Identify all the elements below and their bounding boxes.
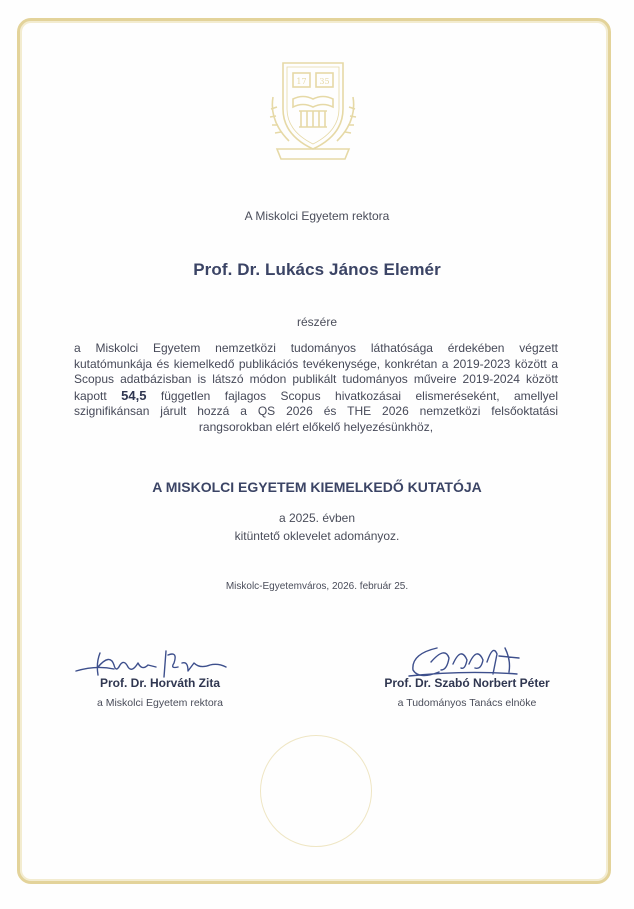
- signatory-left-role: a Miskolci Egyetem rektora: [96, 697, 224, 709]
- citation-text: [74, 341, 558, 436]
- citation-count: 54,5: [121, 387, 147, 403]
- award-grant-line: kitüntető oklevelet adományoz.: [234, 529, 400, 543]
- signatory-left-name: Prof. Dr. Horváth Zita: [99, 676, 221, 690]
- award-title: A MISKOLCI EGYETEM KIEMELKEDŐ KUTATÓJA: [152, 479, 482, 495]
- recipient-name: Prof. Dr. Lukács János Elemér: [193, 260, 441, 279]
- signatory-right: [347, 676, 587, 709]
- seal-placeholder: [260, 735, 372, 847]
- citation-part-2: független fajlagos Scopus hivatkozásai elismeréseként, amellyel szignifikánsan járult hozzá a QS 2026 és THE 2026 nemzetközi felsőoktatási rangsorokban elért előkelő helyezésünkhöz,: [74, 388, 558, 434]
- signatory-right-role: a Tudományos Tanács elnöke: [397, 697, 537, 709]
- crest-year-left: 17: [296, 77, 307, 86]
- date-place: Miskolc-Egyetemváros, 2026. február 25.: [225, 581, 409, 592]
- signatory-right-name: Prof. Dr. Szabó Norbert Péter: [384, 676, 550, 690]
- crest-year-right: 35: [319, 77, 330, 86]
- recipient-for-label: részére: [296, 315, 337, 329]
- issuer-intro: A Miskolci Egyetem rektora: [244, 209, 390, 223]
- award-year: a 2025. évben: [278, 511, 356, 525]
- signatory-left: [40, 676, 280, 709]
- university-crest-logo: [263, 57, 363, 165]
- citation-part-1: a Miskolci Egyetem nemzetközi tudományos láthatósága érdekében végzett kutatómunkája és kiemelkedő publikációs tevékenysége, konkrétan a 2019-2023 között a Scopus adatbázisban is látszó módon publikált tudományos műveire 2019-2024 között kapott: [74, 341, 558, 403]
